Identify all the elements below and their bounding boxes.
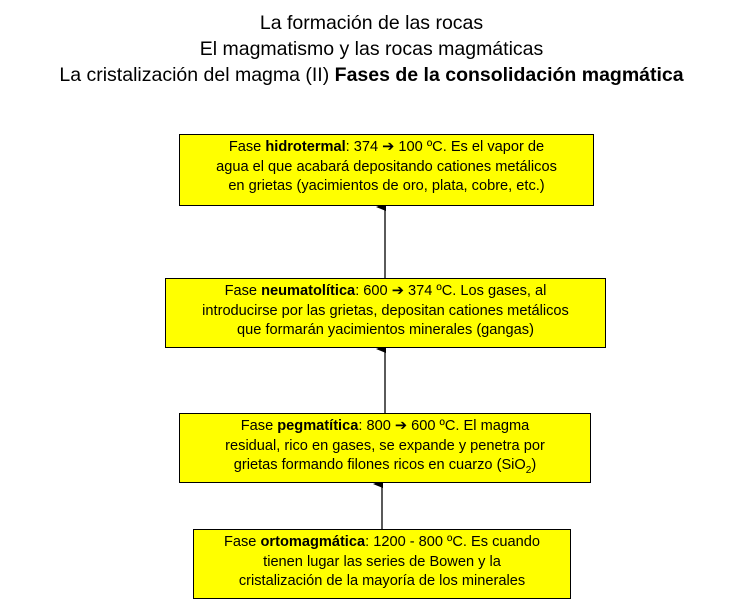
neuma-line-2: introducirse por las grietas, depositan cationes metálicos	[202, 302, 569, 319]
hidro-prefix: Fase	[228, 139, 266, 155]
orto-prefix: Fase	[223, 534, 261, 550]
phase-box-hidrotermal	[179, 134, 594, 206]
neuma-line-1	[166, 282, 605, 302]
hidro-line1-rest: : 374 ➔ 100 ºC. Es el vapor de	[345, 139, 545, 155]
hidro-line-1	[180, 138, 593, 158]
pegma-line-1	[180, 417, 590, 437]
phase-box-neumatolitica	[165, 278, 606, 348]
title-line-3-regular: La cristalización del magma (II)	[59, 64, 335, 86]
title-line-1: La formación de las rocas	[259, 12, 484, 34]
pegma-line3-post: )	[531, 457, 537, 473]
neuma-line1-rest: : 600 ➔ 374 ºC. Los gases, al	[355, 283, 547, 299]
phase-box-ortomagmatica	[193, 529, 571, 599]
orto-name: ortomagmática	[260, 534, 366, 550]
hidro-name: hidrotermal	[265, 139, 346, 155]
neuma-line-3: que formarán yacimientos minerales (gangas)	[237, 322, 534, 338]
orto-line-1	[194, 533, 570, 553]
hidro-line-2: agua el que acabará depositando cationes metálicos	[216, 158, 557, 175]
pegma-line3-sub: 2	[525, 464, 532, 476]
orto-line-3: cristalización de la mayoría de los minerales	[238, 573, 526, 589]
pegma-line-2: residual, rico en gases, se expande y penetra por	[225, 437, 545, 454]
pegma-prefix: Fase	[240, 418, 278, 434]
title-line-3-bold: Fases de la consolidación magmática	[334, 64, 684, 86]
title-line-2: El magmatismo y las rocas magmáticas	[199, 38, 544, 60]
orto-line-2: tienen lugar las series de Bowen y la	[263, 553, 501, 570]
pegma-line-3	[180, 456, 590, 476]
phase-box-pegmatitica	[179, 413, 591, 483]
orto-line1-rest: : 1200 - 800 ºC. Es cuando	[365, 534, 540, 550]
neuma-prefix: Fase	[224, 283, 262, 299]
neuma-name: neumatolítica	[261, 283, 356, 299]
pegma-name: pegmatítica	[277, 418, 359, 434]
pegma-line3-pre: grietas formando filones ricos en cuarzo (SiO	[233, 457, 526, 473]
pegma-line1-rest: : 800 ➔ 600 ºC. El magma	[358, 418, 530, 434]
hidro-line-3: en grietas (yacimientos de oro, plata, cobre, etc.)	[228, 178, 545, 194]
